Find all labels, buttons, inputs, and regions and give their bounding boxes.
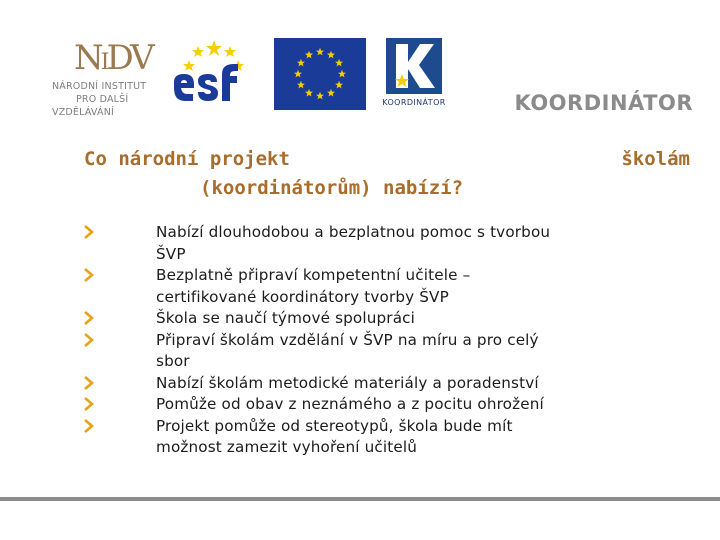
bullet-5-line-1: Nabízí školám metodické materiály a poradenství: [156, 373, 539, 392]
bullet-arrow-icon: [84, 311, 94, 325]
bullet-2-line-2: certifikované koordinátory tvorby ŠVP: [156, 287, 449, 306]
bullet-1-line-1: Nabízí dlouhodobou a bezplatnou pomoc s tvorbou: [156, 223, 551, 241]
nidv-mark: NIDV: [74, 38, 152, 78]
bullet-arrow-icon: [84, 225, 94, 239]
bullet-arrow-icon: [84, 419, 94, 433]
header-koordinator: KOORDINÁTOR: [514, 91, 693, 115]
bullet-1-line-2: ŠVP: [156, 244, 186, 263]
bullet-4-line-1: Připraví školám vzdělání v ŠVP na míru a pro celý: [156, 330, 539, 349]
koordinator-logo-label: KOORDINÁTOR: [382, 98, 446, 107]
bullet-arrow-icon: [84, 376, 94, 390]
footer-divider: [0, 497, 720, 501]
bullet-arrow-icon: [84, 268, 94, 282]
bullet-4-line-2: sbor: [156, 352, 190, 370]
bullet-6-line-1: Pomůže od obav z neznámého a z pocitu ohrožení: [156, 395, 544, 413]
bullet-7-line-1: Projekt pomůže od stereotypů, škola bude mít: [156, 416, 513, 435]
bullet-arrow-icon: [84, 333, 94, 347]
bullet-7-line-2: možnost zamezit vyhoření učitelů: [156, 438, 418, 456]
bullet-2-line-1: Bezplatně připraví kompetentní učitele –: [156, 266, 471, 284]
bullet-arrow-icon: [84, 397, 94, 411]
nidv-line-2: PRO DALŠÍ: [76, 94, 129, 105]
title-part-1: Co národní projekt: [84, 148, 290, 170]
title-part-3: (koordinátorům) nabízí?: [200, 177, 464, 199]
nidv-line-3: VZDĚLÁVÁNÍ: [52, 107, 115, 118]
title-part-2: školám: [621, 148, 690, 170]
nidv-line-1: NÁRODNÍ INSTITUT: [52, 81, 147, 92]
bullet-3-line-1: Škola se naučí týmové spolupráci: [156, 309, 416, 327]
bullet-text-block: [156, 222, 684, 459]
